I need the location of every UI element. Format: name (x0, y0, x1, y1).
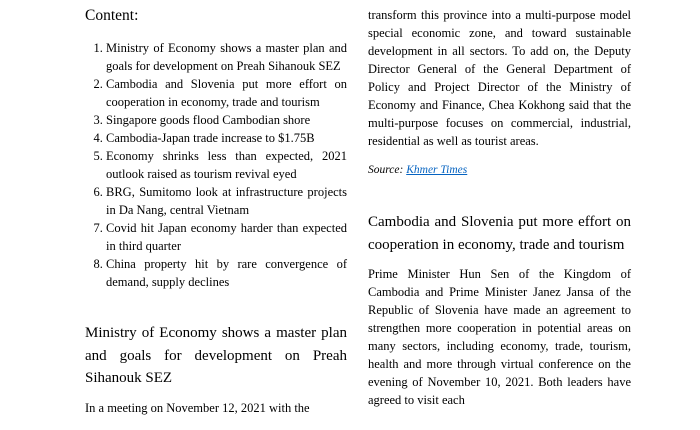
toc-item: 8. China property hit by rare convergence of demand, supply declines (106, 255, 347, 291)
toc-item: 6. BRG, Sumitomo look at infrastructure projects in Da Nang, central Vietnam (106, 183, 347, 219)
article-paragraph-cambodia-slovenia: Prime Minister Hun Sen of the Kingdom of Cambodia and Prime Minister Janez Jansa of the Republic of Slovenia have made an agreement to strengthen more cooperation in potential areas on many sectors, including economy, trade, tourism, health and more through virtual conference on the evening of November 10, 2021. Both leaders have agreed to visit each (368, 267, 631, 407)
source-link-khmer-times[interactable]: Khmer Times (406, 164, 468, 176)
right-column (368, 6, 631, 409)
toc-item: 3. Singapore goods flood Cambodian shore (106, 111, 347, 129)
article-heading-cambodia-slovenia: Cambodia and Slovenia put more effort on cooperation in economy, trade and tourism (368, 214, 631, 253)
toc-item: 7. Covid hit Japan economy harder than expected in third quarter (106, 219, 347, 255)
content-heading: Content: (85, 7, 139, 24)
paragraph-continuation: transform this province into a multi-purpose model special economic zone, and toward sustainable development in all sectors. To add on, the Deputy Director General of the General Department of Policy and Project Director of the Ministry of Economy and Finance, Chea Kokhong said that the multi-purpose focuses on commercial, industrial, residential as well as tourist areas. (368, 8, 631, 148)
toc-item: 4. Cambodia-Japan trade increase to $1.75B (106, 129, 347, 147)
source-line (368, 162, 631, 178)
toc-list (85, 39, 347, 291)
toc-item: 5. Economy shrinks less than expected, 2021 outlook raised as tourism revival eyed (106, 147, 347, 183)
source-label: Source: (368, 164, 404, 176)
article-paragraph-ministry-of-economy: In a meeting on November 12, 2021 with the (85, 400, 310, 415)
toc-item: 1. Ministry of Economy shows a master plan and goals for development on Preah Sihanouk SEZ (106, 39, 347, 75)
article-heading-ministry-of-economy: Ministry of Economy shows a master plan and goals for development on Preah Sihanouk SEZ (85, 325, 347, 386)
left-column (85, 6, 347, 417)
toc-item: 2. Cambodia and Slovenia put more effort on cooperation in economy, trade and tourism (106, 75, 347, 111)
